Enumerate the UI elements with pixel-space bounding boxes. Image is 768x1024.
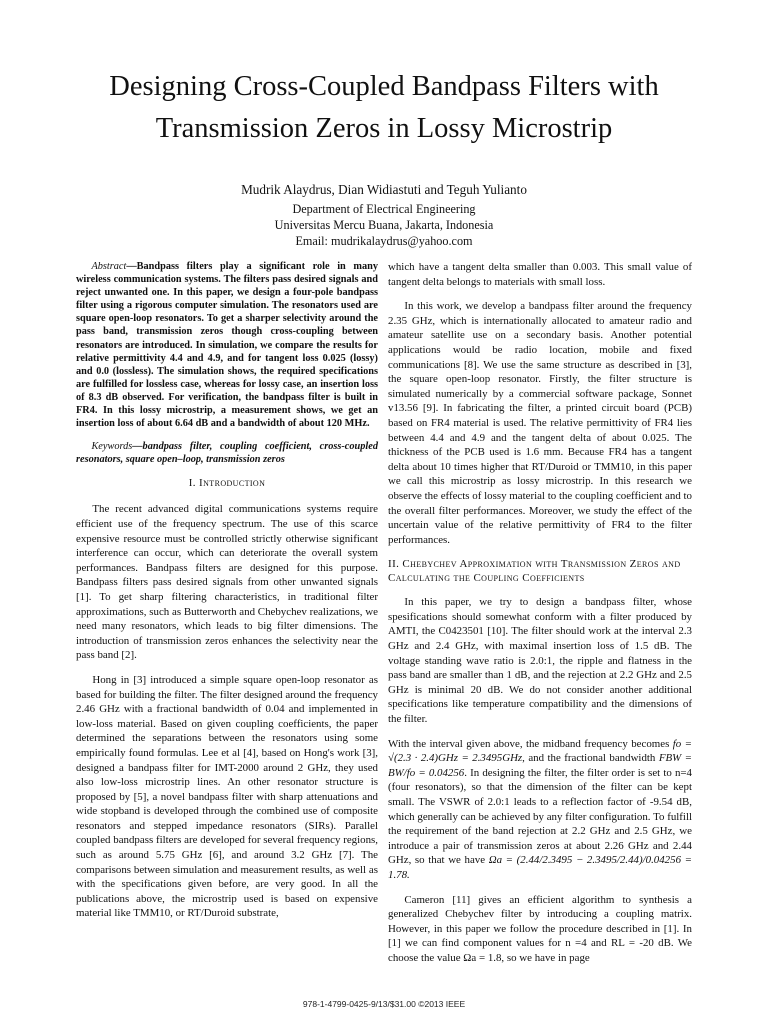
equation-midband-frequency: fo = √(2.3 · 2.4)GHz = 2.3495GHz: [388, 737, 692, 765]
section-heading-introduction: I. Introduction: [188, 477, 266, 490]
section2-paragraph-2: [388, 737, 692, 883]
section2-text-a: With the interval given above, the midband frequency becomes: [388, 737, 670, 750]
intro-paragraph-3: In this work, we develop a bandpass filter around the frequency 2.35 GHz, which is internationally allocated to amateur radio and amateur satellite use on a secondary basis. Another potential applications would be radio location, mobile and fixed communications [8]. We use the same structure as described in [3], the square open-loop resonator. Firstly, the filter structure is simulated numerically by a commercial software package, Sonnet v13.56 [9]. In fabricating the filter, a printed circuit board (PCB) based on FR4 material is used. The relative permittivity of FR4 lies between 4.4 and 4.9 and the tangent delta of about 0.025. The thickness of the PCB used is 1.6 mm. Because FR4 has a tangent delta about 10 times higher that RT/Duroid or TMM10, in this paper we call this microstrip as lossy microstrip. In this research we observe the effects of lossy material to the coupling coefficient and to the overall filter performances. Moreover, we study the effect of the uncertain value of the relative permittivity of FR4 to the filter performances.: [388, 300, 692, 546]
abstract: [76, 260, 378, 430]
author-university: Universitas Mercu Buana, Jakarta, Indonesia: [274, 218, 494, 232]
equation-fractional-bandwidth: FBW = BW/fo = 0.04256: [388, 752, 693, 779]
section2-text-c: . In designing the filter, the filter order is set to n=4 (four resonators), so that the dimension of the filter can be kept small. The VSWR of 2.0:1 leads to a reflection factor of -9.54 dB, which generally can be achieved by any filter configuration. To fulfill the requirement of the band rejection at 2.2 GHz and 2.5 GHz, we introduce a pair of transmission zeros at about 2.26 GHz and 2.44 GHz, so that we have: [388, 766, 692, 867]
paper-title: Designing Cross-Coupled Bandpass Filters with Transmission Zeros in Lossy Microstrip: [109, 71, 659, 144]
copyright-footer: 978-1-4799-0425-9/13/$31.00 ©2013 IEEE: [302, 999, 466, 1009]
author-email: Email: mudrikalaydrus@yahoo.com: [295, 234, 473, 248]
keywords-lead: Keywords: [91, 441, 133, 453]
right-column: [388, 260, 692, 976]
author-block: [100, 182, 668, 249]
continued-paragraph: which have a tangent delta smaller than 0.003. This small value of tangent delta belongs to materials with small loss.: [388, 261, 692, 288]
section-heading-chebychev: II. Chebychev Approximation with Transmission Zeros and Calculating the Coupling Coefficients: [388, 558, 681, 585]
keywords-text: —bandpass filter, coupling coefficient, cross-coupled resonators, square open–loop, transmission zeros: [76, 441, 378, 466]
section2-paragraph-1: In this paper, we try to design a bandpass filter, whose spesifications should somewhat conform with a filter produced by AMTI, the C0423501 [10]. The filter should work at the interval 2.3 GHz and 2.4 GHz, with maximal insertion loss of 1.5 dB. The voltage standing wave ratio is 2.0:1, the ripple and flatness in the pass band are smaller than 1 dB, and the rejection at 2.2 GHz and 2.5 GHz is minimal 20 dB. We do not consider another additional specifications like temperature compatibility and the dimensions of the filter.: [388, 596, 692, 726]
author-names: Mudrik Alaydrus, Dian Widiastuti and Teguh Yulianto: [241, 182, 527, 197]
abstract-lead: Abstract: [91, 261, 127, 272]
keywords: [76, 440, 378, 466]
section2-text-b: , and the fractional bandwidth: [522, 752, 656, 765]
intro-paragraph-2: Hong in [3] introduced a simple square open-loop resonator as based for building the filter. The filter designed around the frequency 2.46 GHz with a fractional bandwidth of 0.04 and implemented in low-loss material. Based on given coupling coefficients, the paper determined the separations between the resonators using some empirically found formulas. Lee et al [4], based on Hong's work [3], designed a bandpass filter for IMT-2000 around 2 GHz, they used also low-loss microstrip lines. An other resonator structure is proposed by [5], a novel bandpass filter with sharp attenuations and wide stopband is developed through the combined use of composite resonators and stepped impedance resonators (SIRs). Parallel coupled bandpass filters are developed for several frequency regions, such as around 5.75 GHz [6], and around 3.2 GHz [7]. The comparisons between simulation and measurement results, as well as with the specifications given before, are very good. In all the publications above, the microstrip used is based on expensive material like TMM10, or RT/Duroid substrate,: [76, 673, 378, 920]
left-column: [76, 260, 378, 931]
equation-omega-a: Ωa = (2.44/2.3495 − 2.3495/2.44)/0.04256 = 1.78.: [388, 854, 692, 881]
abstract-text: —Bandpass filters play a significant role in many wireless communication systems. The filters pass desired signals and reject unwanted one. In this paper, we design a four-pole bandpass filter using a rigorous computer simulation. The resonators used are square open-loop resonators. To get a sharper selectivity around the pass band, transmission zeros though cross-coupling between resonators are introduced. In simulation, we compare the results for relative permittivity 4.4 and 4.9, and for tangent loss 0.025 (lossy) and 0.0 (lossless). The simulation shows, the required specifications are fulfilled for lossless case, whereas for lossy case, an insertion loss of 8.3 dB observed. For verification, the bandpass filter is built in FR4. In this lossy microstrip, a measurement shows, we get an insertion loss of about 6.64 dB and a bandwidth of about 120 MHz.: [76, 261, 378, 430]
author-department: Department of Electrical Engineering: [292, 202, 476, 216]
section2-paragraph-3: Cameron [11] gives an efficient algorithm to synthesis a generalized Chebychev filter by introducing a coupling matrix. However, in this paper we follow the procedure described in [1]. In [1] we can find component values for n =4 and RL = -20 dB. We choose the value Ωa = 1.8, so we have in page: [388, 893, 692, 964]
intro-paragraph-1: The recent advanced digital communications systems require efficient use of the frequency spectrum. The use of this scarce expensive resource must be controlled strictly otherwise significant interference can occur, which can deteriorate the overall system performances. Bandpass filters are designed for this purpose. Bandpass filters pass desired signals from other unwanted signals [1]. To get sharp filtering characteristics, in traditional filter approximations, such as Butterworth and Chebychev realizations, we need many resonators, which leads to big filter dimensions. The introduction of transmission zeros enhances the selectivity near the pass band [2].: [76, 503, 378, 662]
